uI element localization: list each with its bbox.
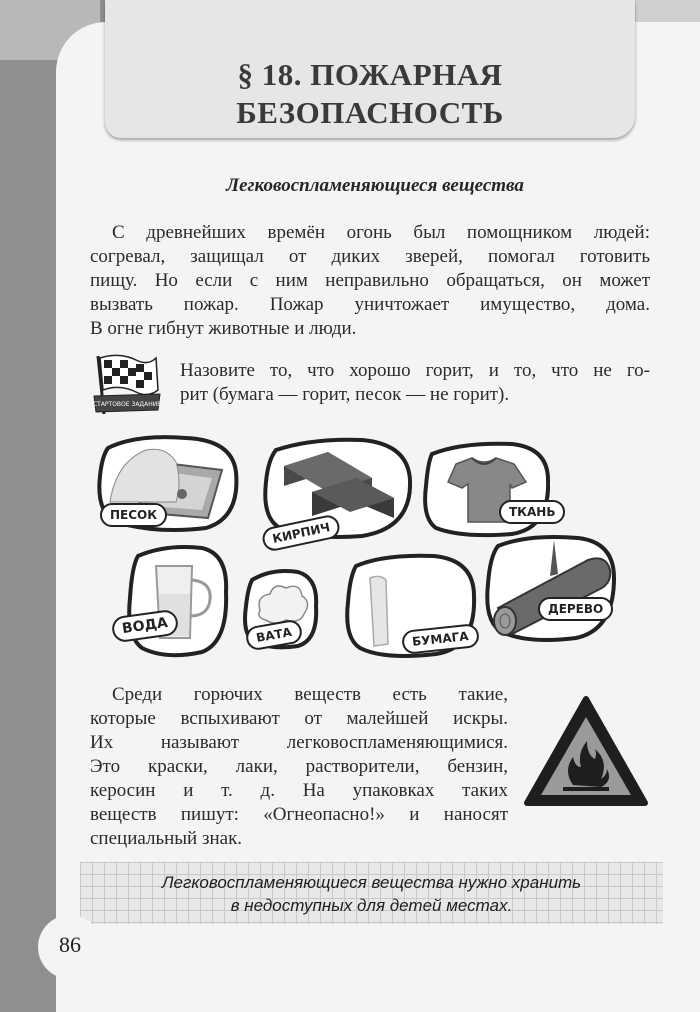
water-label: ВОДА [111,609,180,644]
intro-paragraph [90,221,650,341]
text-line: керосин и т. д. На упаковках таких [90,780,508,801]
text-line: веществ пишут: «Огнеопасно!» и наносят [90,804,508,825]
fabric-label: ТКАНЬ [499,500,565,524]
task-paragraph [180,359,650,407]
text-line: Среди горючих веществ есть такие, [112,684,508,705]
wood-label: ДЕРЕВО [538,597,613,621]
text-line: В огне гибнут животные и люди. [90,318,357,339]
text-line: которые вспыхивают от малейшей искры. [90,708,508,729]
chapter-title-line: БЕЗОПАСНОСТЬ [236,95,504,130]
wood-icon [484,532,616,644]
flag-caption: СТАРТОВОЕ ЗАДАНИЕ [92,401,162,408]
paper-label: БУМАГА [401,623,480,655]
note-line: Легковоспламеняющиеся вещества нужно хранить [161,873,582,892]
text-line: согревал, защищал от диких зверей, помогал готовить [90,246,650,267]
flammable-paragraph [90,683,508,851]
water-icon [126,542,230,660]
checkered-flag-icon [90,352,162,420]
note-line: в недоступных для детей местах. [230,896,513,915]
text-line: Это краски, лаки, растворители, бензин, [90,756,508,777]
page-number: 86 [59,932,81,957]
text-line: Назовите то, что хорошо горит, и то, что не го- [180,360,650,381]
chapter-title [105,56,635,132]
text-line: С древнейших времён огонь был помощником людей: [112,222,650,243]
safety-note [80,871,663,917]
brick-label: КИРПИЧ [260,513,342,553]
text-line: специальный знак. [90,828,243,849]
section-heading: Легковоспламеняющиеся вещества [226,175,524,196]
text-line: Их называют легковоспламеняющимися. [90,732,508,753]
flammable-warning-icon [523,695,649,809]
cotton-label: ВАТА [244,618,303,651]
text-line: вызвать пожар. Пожар уничтожает имущество, дома. [90,294,650,315]
text-line: пищу. Но если с ним неправильно обращаться, он может [90,270,650,291]
text-line: рит (бумага — горит, песок — не горит). [180,384,510,405]
sand-label: ПЕСОК [100,503,167,527]
chapter-title-line: § 18. ПОЖАРНАЯ [237,57,503,92]
